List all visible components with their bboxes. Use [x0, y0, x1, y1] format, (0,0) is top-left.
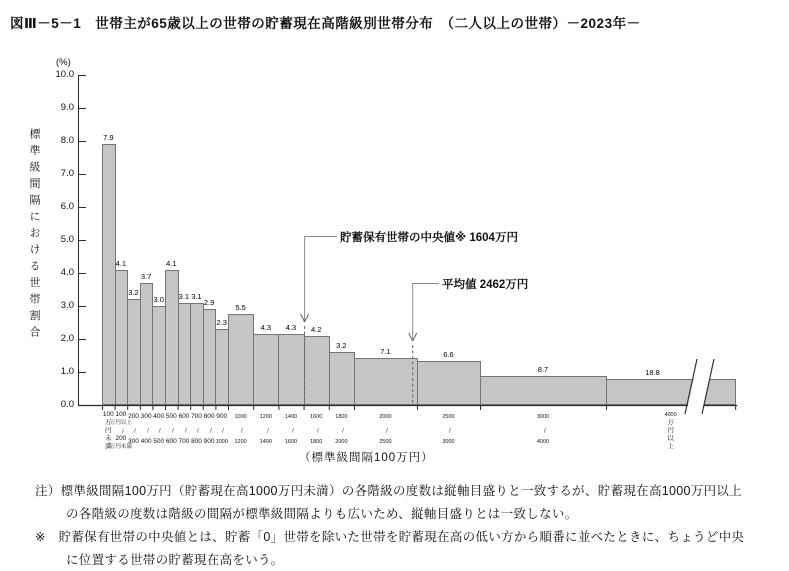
x-class-label-line: 〜 [237, 426, 245, 433]
bar [329, 352, 355, 405]
y-tick-label: 9.0 [60, 102, 74, 113]
x-class-label [521, 411, 565, 449]
footnote-1-text: 標準級間隔100万円（貯蓄現在高1000万円未満）の各階級の度数は縦軸目盛りと一致するが、貯蓄現在高1000万円以上の各階級の度数は階級の間隔が標準級間隔よりも広いため、縦軸目盛りとは一致しない。 [60, 484, 742, 521]
y-axis-unit-label: (%) [56, 57, 71, 68]
x-axis-note: （標準級間隔100万円） [299, 452, 434, 464]
x-class-label-line: 500 [165, 413, 177, 420]
y-tick-label: 10.0 [55, 69, 74, 80]
x-class-label-line: 〜 [181, 426, 189, 433]
bar [480, 376, 607, 405]
x-class-label-line: 〜 [263, 426, 271, 433]
x-class-label-line: 700 [178, 438, 190, 445]
bar-value-label: 18.8 [645, 368, 660, 378]
x-class-label-line: 800 [191, 438, 202, 445]
bar-value-label: 7.9 [103, 133, 114, 143]
x-class-label-line: 1400 [284, 414, 298, 420]
x-class-label-line: 3000 [442, 439, 455, 445]
bar-value-label: 3.1 [178, 291, 190, 301]
x-class-label [364, 411, 408, 449]
x-class-label-line: 〜 [218, 426, 226, 433]
x-class-label-line: 900 [216, 413, 228, 420]
x-class-label-line: 900 [203, 438, 215, 445]
bar [417, 361, 481, 405]
bar-value-label: 3.7 [140, 271, 152, 281]
x-class-label-line: 400 [140, 438, 152, 445]
bar [178, 303, 192, 405]
x-class-label-line: 100 [102, 411, 114, 418]
x-class-label-line: 500 [153, 438, 165, 445]
bar [215, 329, 229, 405]
x-class-label-line: 800 [203, 413, 215, 420]
bar [253, 334, 279, 405]
x-class-label-line: 200 [115, 435, 127, 442]
y-tick-label: 4.0 [60, 267, 74, 278]
x-class-label-line: 円 [105, 427, 112, 434]
median-arrowhead [301, 314, 305, 322]
x-class-label-line: 3000 [536, 414, 550, 420]
x-class-label-line: 〜 [155, 426, 163, 433]
y-tick-label: 7.0 [60, 168, 74, 179]
footnote-1 [35, 480, 747, 526]
x-class-label-line: 1200 [259, 414, 272, 420]
x-class-label-line: 未 [105, 435, 112, 442]
footnote-1-prefix: 注） [35, 484, 61, 498]
x-class-label-line: 円 [667, 427, 674, 434]
bar-value-label: 2.9 [203, 298, 215, 308]
bar-value-label: 4.3 [285, 323, 297, 333]
x-class-label-line: 万円以上 [109, 420, 132, 426]
x-class-label-line: 〜 [540, 426, 548, 433]
y-tick-label: 8.0 [60, 135, 74, 146]
x-class-label-line: 以 [667, 435, 674, 442]
bar-value-label: 4.2 [310, 324, 322, 334]
mean-arrowhead [409, 333, 413, 341]
y-tick-label: 5.0 [60, 234, 74, 245]
x-class-label [319, 411, 363, 449]
x-class-label-line: 1600 [310, 414, 323, 420]
bar [354, 358, 418, 405]
x-class-label-line: 上 [667, 443, 674, 450]
footnote-2 [35, 526, 747, 571]
x-class-label-line: 300 [140, 413, 152, 420]
bar-value-label: 2.3 [216, 318, 227, 328]
x-class-label-line: 2000 [335, 439, 348, 445]
bar [278, 334, 304, 405]
x-class-label-line: 600 [178, 413, 190, 420]
x-class-label-line: 100 [115, 411, 127, 418]
bar-value-label: 5.5 [235, 303, 246, 313]
x-class-label-line: 万円未満 [109, 444, 132, 450]
y-tick-label: 2.0 [60, 333, 74, 344]
y-tick-label: 0.0 [60, 399, 74, 410]
bar-value-label: 8.7 [537, 365, 549, 375]
x-class-label-line: 〜 [313, 426, 321, 433]
x-class-label-line: 1800 [335, 414, 348, 420]
x-class-label-line: 300 [128, 438, 139, 445]
median-annotation-label: 貯蓄保有世帯の中央値※ 1604万円 [340, 232, 518, 244]
x-class-label-line: 万 [105, 419, 112, 426]
bar-value-label: 7.1 [380, 347, 391, 357]
mean-annotation-label: 平均値 2462万円 [442, 279, 529, 291]
x-class-label-line: 1200 [234, 439, 247, 445]
bar-value-label: 3.2 [336, 341, 347, 351]
bar [190, 303, 204, 405]
x-class-label-line: 〜 [206, 426, 214, 433]
x-class-label-line: 1600 [284, 439, 298, 445]
x-class-label-line: 〜 [130, 426, 138, 433]
x-class-label-line: 2500 [442, 414, 455, 420]
x-class-label-line: 満 [105, 443, 112, 450]
y-tick-label: 1.0 [60, 366, 74, 377]
x-class-label-line: 1800 [310, 439, 323, 445]
footnote-2-prefix: ※ [35, 530, 59, 544]
x-class-label-line: 1000 [215, 439, 228, 445]
bar-value-label: 3.2 [128, 288, 139, 298]
x-class-label-line: 1400 [259, 439, 272, 445]
x-class-label-line: 〜 [445, 426, 453, 433]
bar [152, 306, 166, 405]
bar-value-label: 4.3 [260, 323, 272, 333]
y-tick-label: 6.0 [60, 201, 74, 212]
x-class-label-line: 2000 [379, 414, 392, 420]
bar-value-label: 3.0 [153, 295, 164, 304]
x-class-label-line: 600 [165, 438, 177, 445]
x-class-label-line: 万 [667, 419, 674, 426]
x-class-label [427, 411, 471, 449]
x-class-label-line: 〜 [288, 426, 296, 433]
x-class-label-line: 700 [191, 413, 202, 420]
figure-title: 図Ⅲ－5－1 世帯主が65歳以上の世帯の貯蓄現在高階級別世帯分布 （二人以上の世帯）－2023年－ [10, 16, 641, 31]
bar-value-label: 6.6 [443, 350, 454, 360]
x-class-label-line: 1000 [234, 414, 247, 420]
footnote-2-text: 貯蓄保有世帯の中央値とは、貯蓄「0」世帯を除いた世帯を貯蓄現在高の低い方から順番に並べたときに、ちょうど中央に位置する世帯の貯蓄現在高をいう。 [58, 530, 745, 567]
bar [606, 379, 736, 405]
bar [165, 270, 179, 405]
bar [102, 144, 116, 405]
median-arrowhead [305, 314, 309, 322]
x-class-label-line: 〜 [193, 426, 201, 433]
x-class-label-line: 2500 [379, 439, 392, 445]
bar-value-label: 4.1 [115, 258, 127, 268]
x-class-label [649, 411, 693, 451]
x-class-label-line: 〜 [168, 426, 176, 433]
x-class-label-line: 4000 [536, 439, 550, 445]
mean-arrowhead [413, 333, 417, 341]
y-axis-title: 標準級間隔における世帯割合 [28, 128, 40, 343]
footnotes [35, 480, 747, 571]
x-class-label-line: 400 [153, 413, 165, 420]
x-class-label-line: 〜 [382, 426, 390, 433]
x-class-label-line: 200 [128, 413, 139, 420]
bar-value-label: 4.1 [166, 258, 177, 268]
y-tick-label: 3.0 [60, 300, 74, 311]
bar-value-label: 3.1 [191, 291, 202, 301]
x-class-label-line: 〜 [338, 426, 346, 433]
bar [127, 299, 141, 405]
x-class-label-line: 4000 [664, 412, 677, 418]
x-class-label-line: 〜 [143, 426, 151, 433]
x-class-label-line: 〜 [117, 427, 125, 435]
